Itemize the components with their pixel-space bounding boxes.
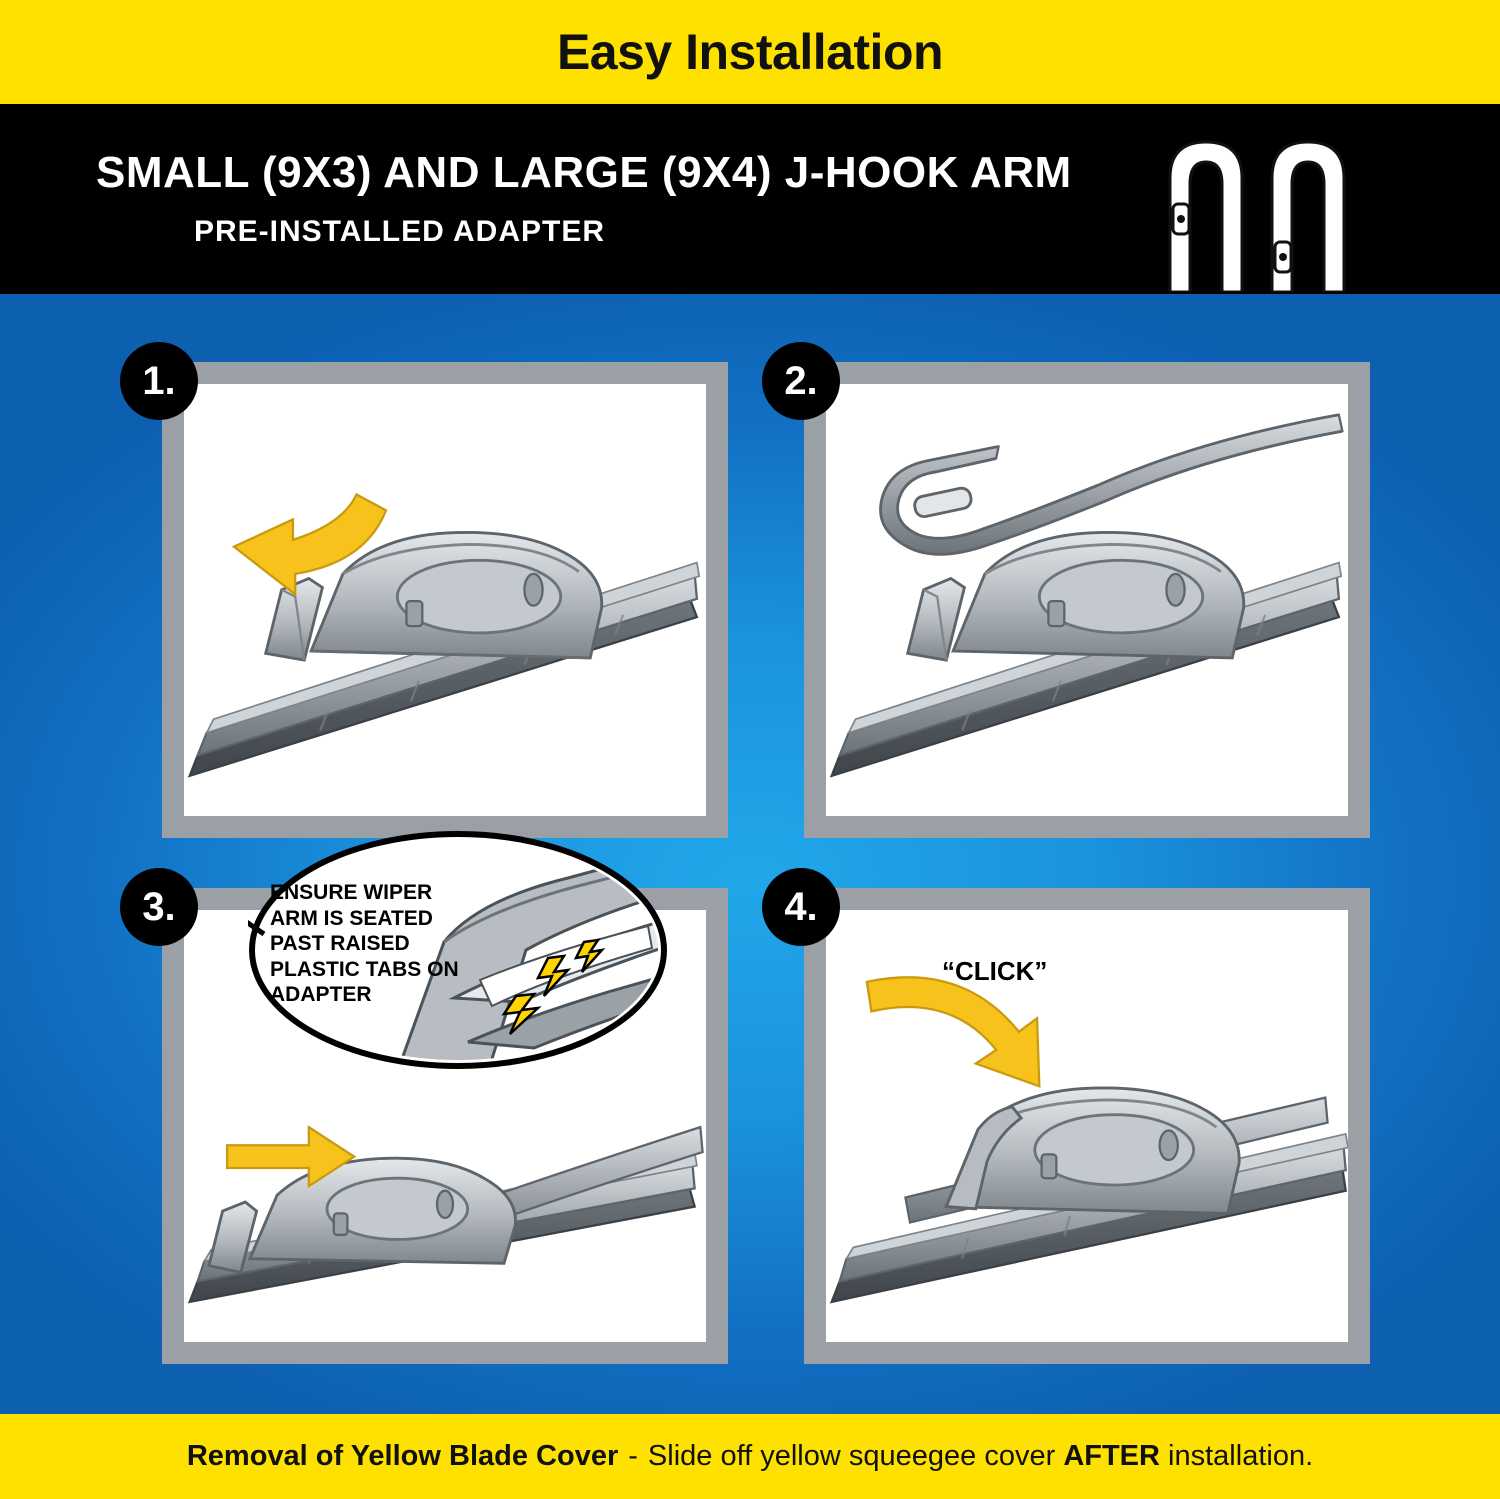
step-3-callout-text: ENSURE WIPER ARM IS SEATED PAST RAISED PLASTIC TABS ON ADAPTER (270, 881, 459, 1007)
step-2-number: 2. (762, 342, 840, 420)
header-subtitle: PRE-INSTALLED ADAPTER (194, 215, 605, 249)
steps-grid (0, 294, 1500, 1414)
step-1-illustration (184, 384, 706, 816)
step-1 (120, 342, 738, 848)
step-1-panel (162, 362, 728, 838)
step-4 (762, 868, 1380, 1374)
footer-body-after: installation. (1168, 1440, 1314, 1472)
footer-text (187, 1440, 1313, 1473)
step-4-panel (804, 888, 1370, 1364)
step-4-illustration (826, 910, 1348, 1342)
page-title: Easy Installation (556, 24, 944, 80)
j-hook-arm-icon (1160, 132, 1390, 292)
footer-bar (0, 1414, 1500, 1499)
top-banner (0, 0, 1500, 104)
header-title: SMALL (9X3) AND LARGE (9X4) J-HOOK ARM (96, 147, 1072, 197)
step-3 (120, 868, 738, 1374)
footer-body-before: Slide off yellow squeegee cover (647, 1440, 1056, 1472)
header-bar (0, 104, 1500, 294)
step-2 (762, 342, 1380, 848)
footer-lead: Removal of Yellow Blade Cover (186, 1440, 619, 1472)
click-label: “CLICK” (942, 956, 1048, 986)
step-4-number: 4. (762, 868, 840, 946)
yellow-arrow-down-right (867, 977, 1039, 1086)
footer-emphasis: AFTER (1063, 1440, 1160, 1472)
step-2-illustration (826, 384, 1348, 816)
steps-area (0, 294, 1500, 1414)
step-3-number: 3. (120, 868, 198, 946)
step-1-number: 1. (120, 342, 198, 420)
step-2-panel (804, 362, 1370, 838)
footer-separator: - (628, 1440, 638, 1472)
